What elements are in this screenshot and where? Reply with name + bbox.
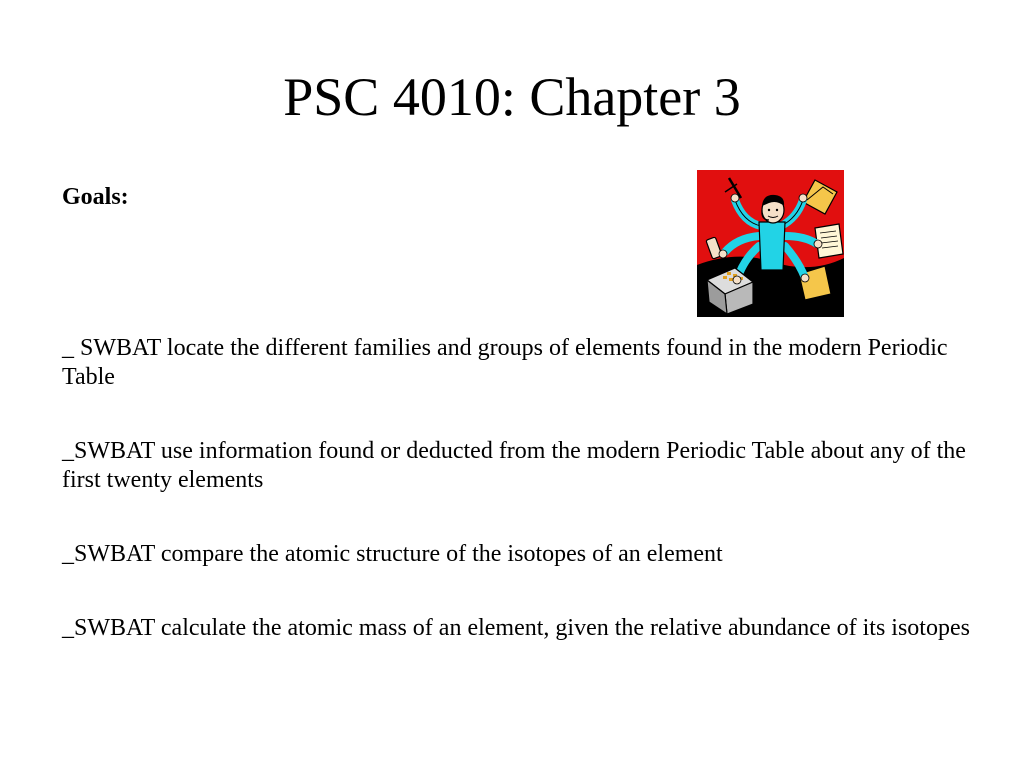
goal-item: _SWBAT use information found or deducted from the modern Periodic Table about any of the first twenty elements (62, 438, 966, 493)
goals-label: Goals: (62, 184, 129, 210)
goal-item: _SWBAT compare the atomic structure of the isotopes of an element (62, 541, 723, 567)
goal-item: _ SWBAT locate the different families and groups of elements found in the modern Periodic Table (62, 335, 948, 390)
goal-item: _SWBAT calculate the atomic mass of an element, given the relative abundance of its isotopes (62, 615, 970, 641)
goals-list (62, 334, 982, 643)
multitasking-person-clipart-icon (697, 170, 844, 317)
slide-title: PSC 4010: Chapter 3 (283, 67, 741, 127)
